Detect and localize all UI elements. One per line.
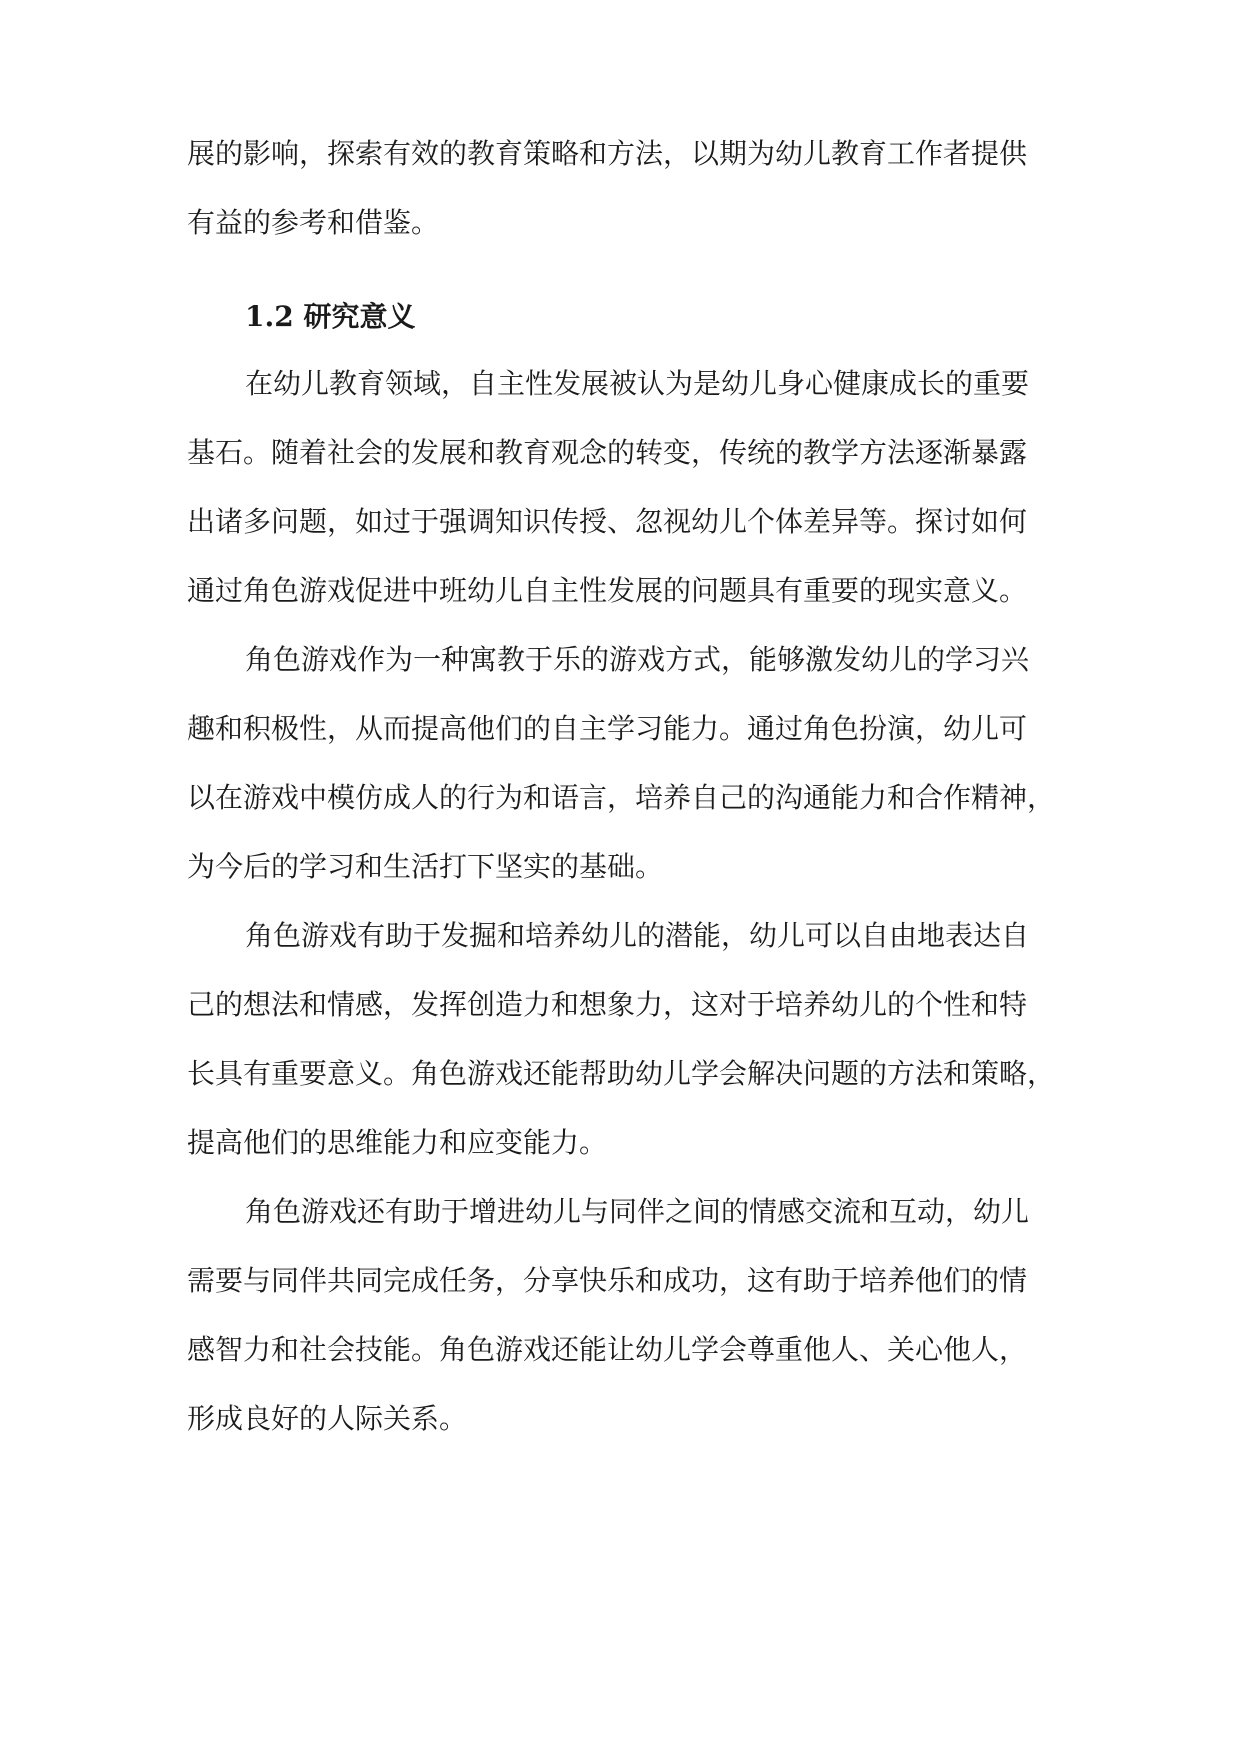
intro-line-2: 有益的参考和借鉴。: [187, 206, 440, 239]
intro-line-1: 展的影响，探索有效的教育策略和方法，以期为幼儿教育工作者提供: [187, 137, 1028, 170]
paragraph-4-line-2: 需要与同伴共同完成任务，分享快乐和成功，这有助于培养他们的情: [187, 1264, 1028, 1297]
paragraph-4-line-1: 角色游戏还有助于增进幼儿与同伴之间的情感交流和互动，幼儿: [245, 1195, 1030, 1228]
paragraph-2-line-4: 为今后的学习和生活打下坚实的基础。: [187, 850, 664, 883]
section-heading: 1.2 研究意义: [245, 300, 416, 333]
paragraph-1-line-2: 基石。随着社会的发展和教育观念的转变，传统的教学方法逐渐暴露: [187, 436, 1028, 469]
paragraph-4-line-3: 感智力和社会技能。角色游戏还能让幼儿学会尊重他人、关心他人，: [187, 1333, 1028, 1366]
paragraph-2-line-1: 角色游戏作为一种寓教于乐的游戏方式，能够激发幼儿的学习兴: [245, 643, 1030, 676]
paragraph-3-line-1: 角色游戏有助于发掘和培养幼儿的潜能，幼儿可以自由地表达自: [245, 919, 1030, 952]
paragraph-1-line-1: 在幼儿教育领域，自主性发展被认为是幼儿身心健康成长的重要: [245, 367, 1030, 400]
paragraph-3-line-4: 提高他们的思维能力和应变能力。: [187, 1126, 608, 1159]
paragraph-3-line-2: 己的想法和情感，发挥创造力和想象力，这对于培养幼儿的个性和特: [187, 988, 1028, 1021]
paragraph-1-line-4: 通过角色游戏促进中班幼儿自主性发展的问题具有重要的现实意义。: [187, 574, 1028, 607]
paragraph-2-line-2: 趣和积极性，从而提高他们的自主学习能力。通过角色扮演，幼儿可: [187, 712, 1028, 745]
paragraph-4-line-4: 形成良好的人际关系。: [187, 1402, 468, 1435]
paragraph-2-line-3: 以在游戏中模仿成人的行为和语言，培养自己的沟通能力和合作精神，: [187, 781, 1056, 814]
paragraph-1-line-3: 出诸多问题，如过于强调知识传授、忽视幼儿个体差异等。探讨如何: [187, 505, 1028, 538]
paragraph-3-line-3: 长具有重要意义。角色游戏还能帮助幼儿学会解决问题的方法和策略，: [187, 1057, 1056, 1090]
